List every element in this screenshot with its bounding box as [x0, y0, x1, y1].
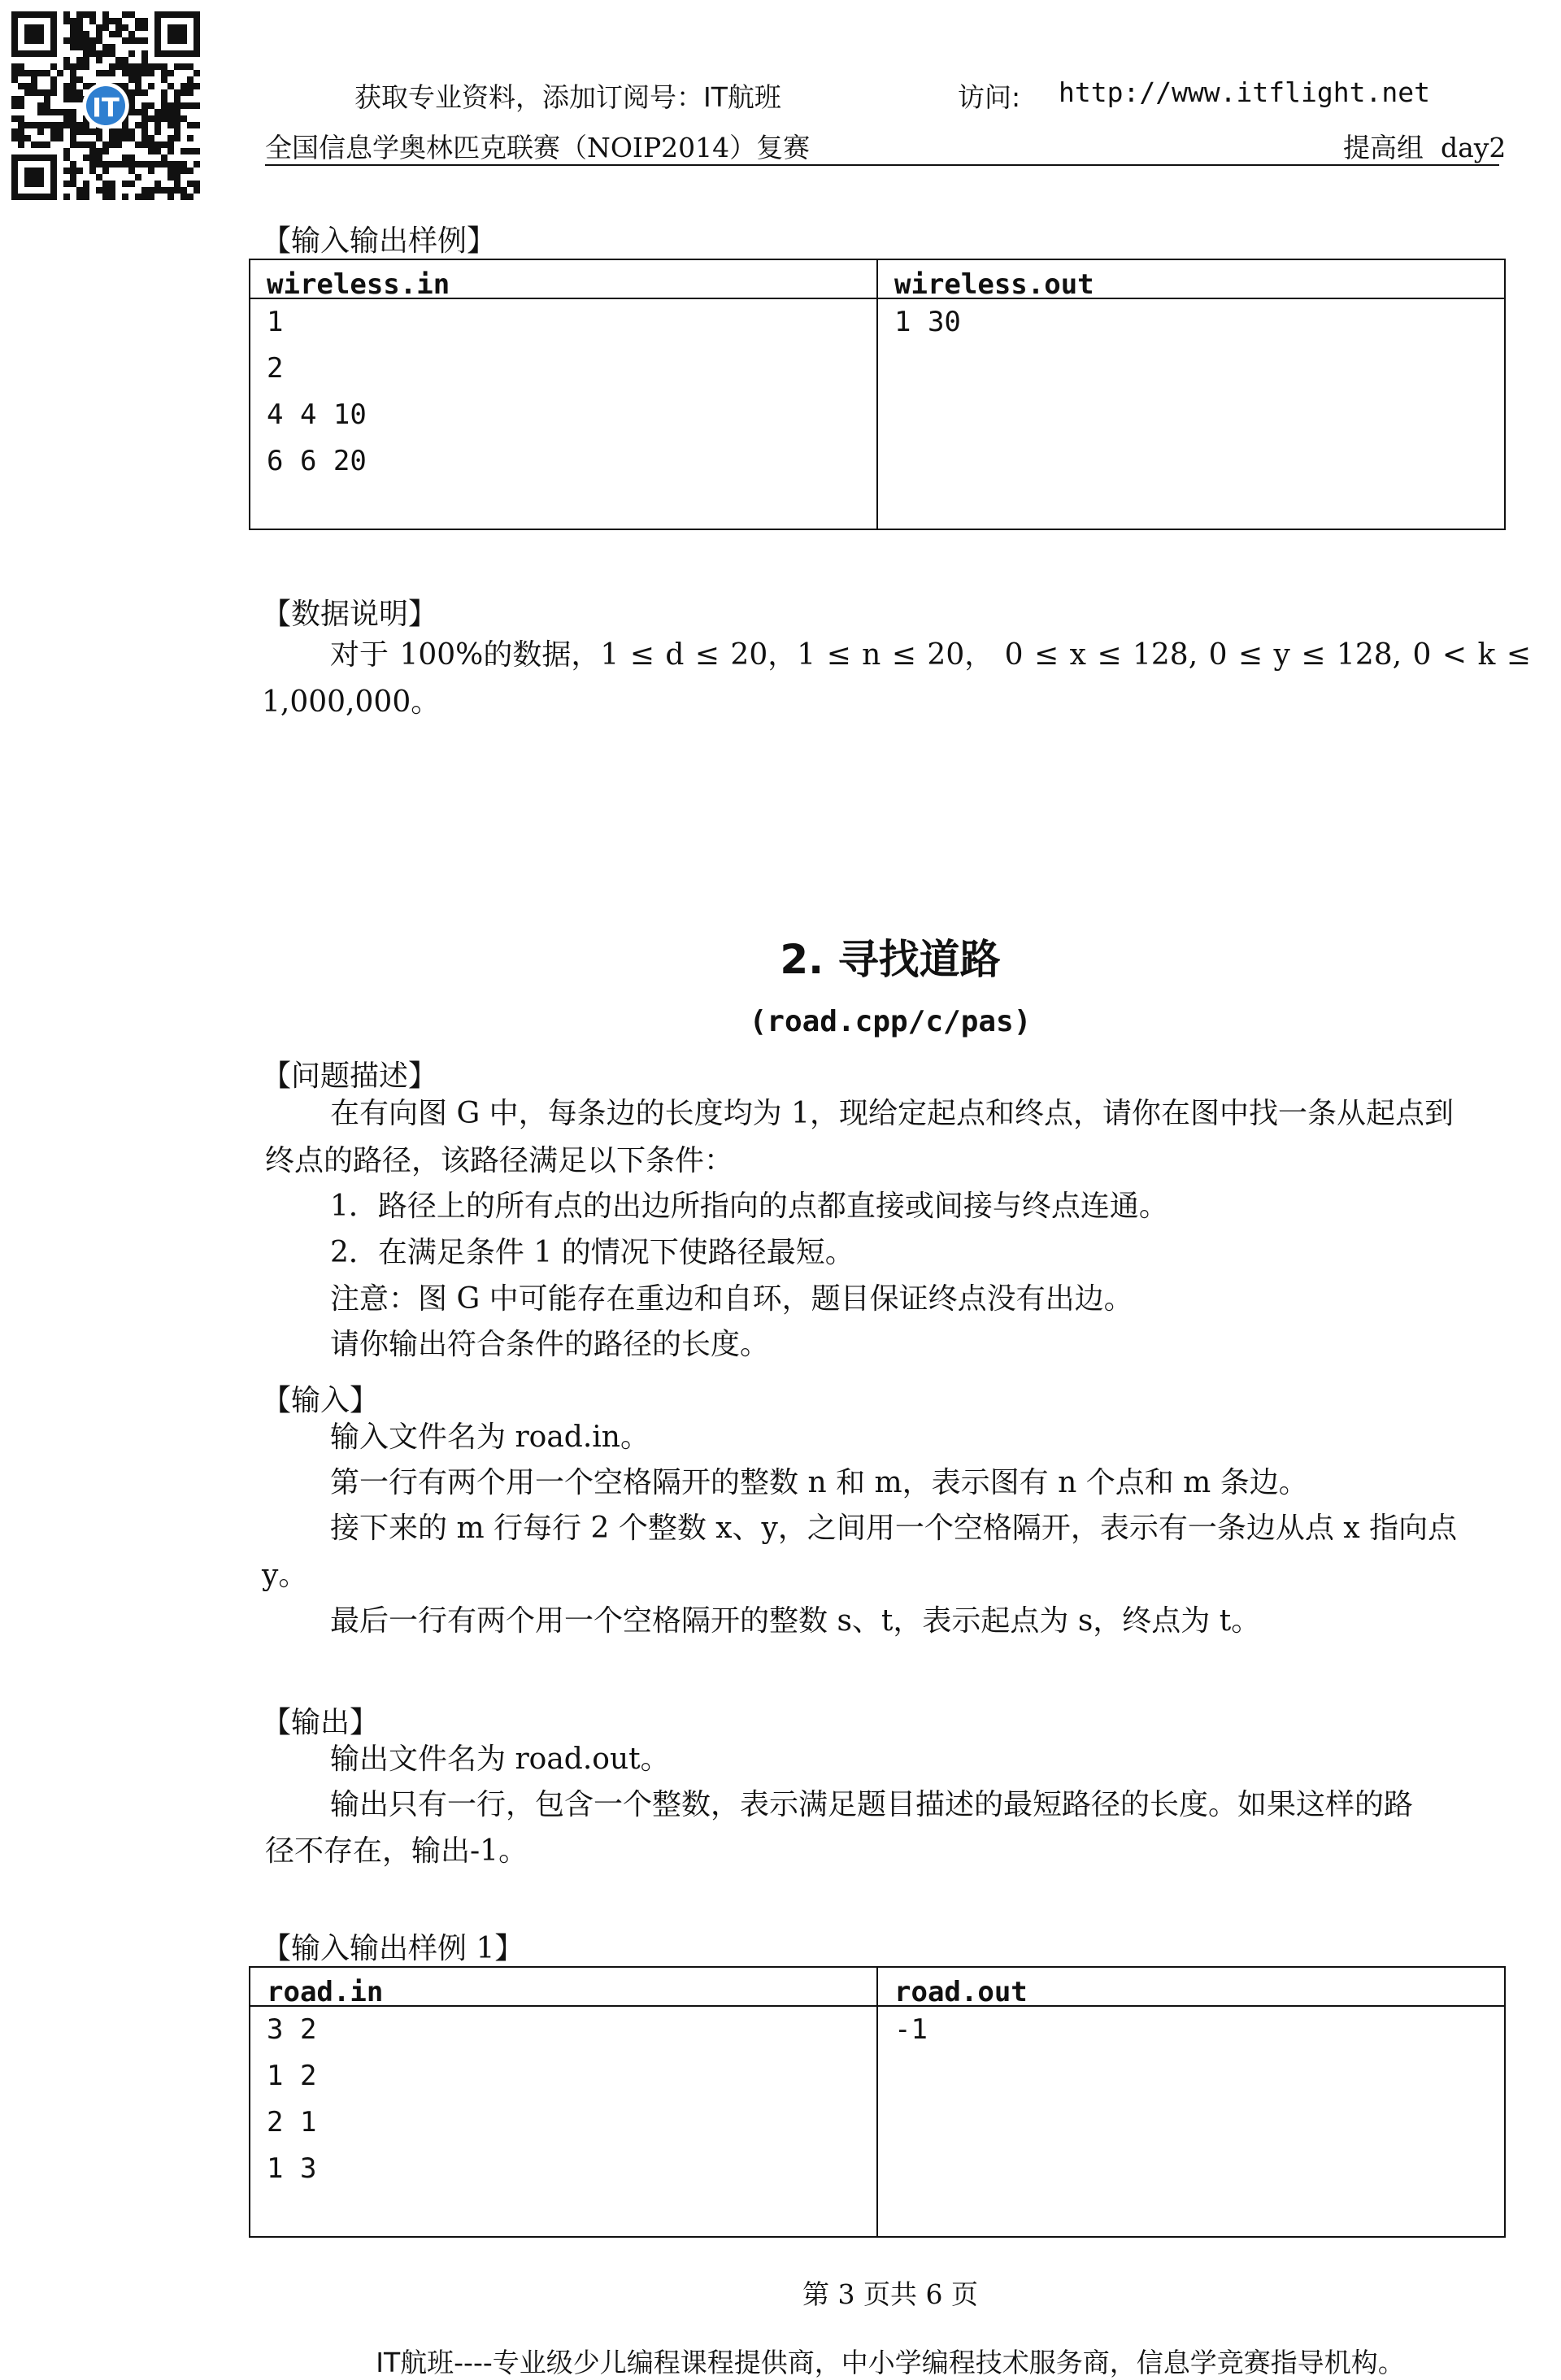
road-table-header-input: road.in [267, 1976, 384, 2008]
input-line-2a: 接下来的 m 行每行 2 个整数 x、y，之间用一个空格隔开，表示有一条边从点 x 指向点 [330, 1512, 1458, 1545]
table-line: -1 [894, 2013, 928, 2046]
problem-title: 2. 寻找道路 [780, 936, 1001, 983]
input-line-1: 第一行有两个用一个空格隔开的整数 n 和 m，表示图有 n 个点和 m 条边。 [330, 1466, 1308, 1499]
output-heading: 【输出】 [262, 1706, 380, 1739]
header-rule [265, 164, 1499, 166]
road-table-input-cell [250, 2007, 876, 2192]
table-header-input: wireless.in [267, 268, 450, 301]
promo-text: 获取专业资料，添加订阅号：IT航班 [354, 81, 781, 113]
promo-visit-label: 访问: [958, 81, 1021, 113]
output-line-2: 径不存在，输出-1。 [265, 1834, 528, 1868]
sample-heading: 【输入输出样例】 [262, 224, 497, 258]
table-line: 2 [267, 352, 284, 385]
table-line: 3 2 [267, 2013, 317, 2046]
input-line-2b: y。 [262, 1559, 308, 1592]
promo-url: http://www.itflight.net [1059, 76, 1430, 108]
table-line: 1 [267, 306, 284, 338]
sample1-heading: 【输入输出样例 1】 [262, 1932, 524, 1965]
footer-slogan: IT航班----专业级少儿编程课程提供商，中小学编程技术服务商，信息学竞赛指导机构。 [376, 2347, 1405, 2378]
table-line: 6 6 20 [267, 445, 367, 477]
contest-title: 全国信息学奥林匹克联赛（NOIP2014）复赛 [265, 132, 811, 163]
input-line-3: 最后一行有两个用一个空格隔开的整数 s、t，表示起点为 s，终点为 t。 [330, 1604, 1261, 1638]
table-input-cell [250, 299, 876, 485]
data-line-1: 对于 100%的数据，1 ≤ d ≤ 20，1 ≤ n ≤ 20， 0 ≤ x ≤ 128, 0 ≤ y ≤ 128, 0 < k ≤ [330, 638, 1531, 672]
table-line: 4 4 10 [267, 398, 367, 431]
table-header-output: wireless.out [894, 268, 1094, 301]
condition-2: 2．在满足条件 1 的情况下使路径最短。 [330, 1236, 854, 1269]
qr-code-icon [11, 11, 200, 200]
problem-subtitle: (road.cpp/c/pas) [749, 1005, 1032, 1038]
table-output-cell [878, 299, 1504, 346]
desc-line-1: 在有向图 G 中，每条边的长度均为 1，现给定起点和终点，请你在图中找一条从起点到 [330, 1097, 1454, 1130]
sample-table-road [249, 1966, 1506, 2238]
svg-text:IT: IT [92, 92, 120, 124]
road-table-output-cell [878, 2007, 1504, 2053]
road-table-header-output: road.out [894, 1976, 1028, 2008]
table-line: 1 3 [267, 2152, 317, 2185]
contest-group: 提高组 day2 [1343, 132, 1507, 163]
desc-heading: 【问题描述】 [262, 1059, 438, 1093]
output-file-line: 输出文件名为 road.out。 [330, 1743, 670, 1776]
condition-1: 1．路径上的所有点的出边所指向的点都直接或间接与终点连通。 [330, 1190, 1168, 1223]
data-line-2: 1,000,000。 [262, 685, 441, 719]
note-line: 注意：图 G 中可能存在重边和自环，题目保证终点没有出边。 [330, 1282, 1133, 1316]
page-number: 第 3 页共 6 页 [802, 2278, 978, 2310]
output-line-1: 输出只有一行，包含一个整数，表示满足题目描述的最短路径的长度。如果这样的路 [330, 1788, 1414, 1821]
sample-table-wireless [249, 259, 1506, 530]
desc-line-2: 终点的路径，该路径满足以下条件： [265, 1144, 734, 1177]
input-heading: 【输入】 [262, 1384, 380, 1417]
table-line: 1 30 [894, 306, 961, 338]
data-heading: 【数据说明】 [262, 598, 438, 631]
table-line: 1 2 [267, 2060, 317, 2092]
table-line: 2 1 [267, 2106, 317, 2139]
ask-line: 请你输出符合条件的路径的长度。 [330, 1328, 770, 1361]
input-file-line: 输入文件名为 road.in。 [330, 1421, 650, 1454]
